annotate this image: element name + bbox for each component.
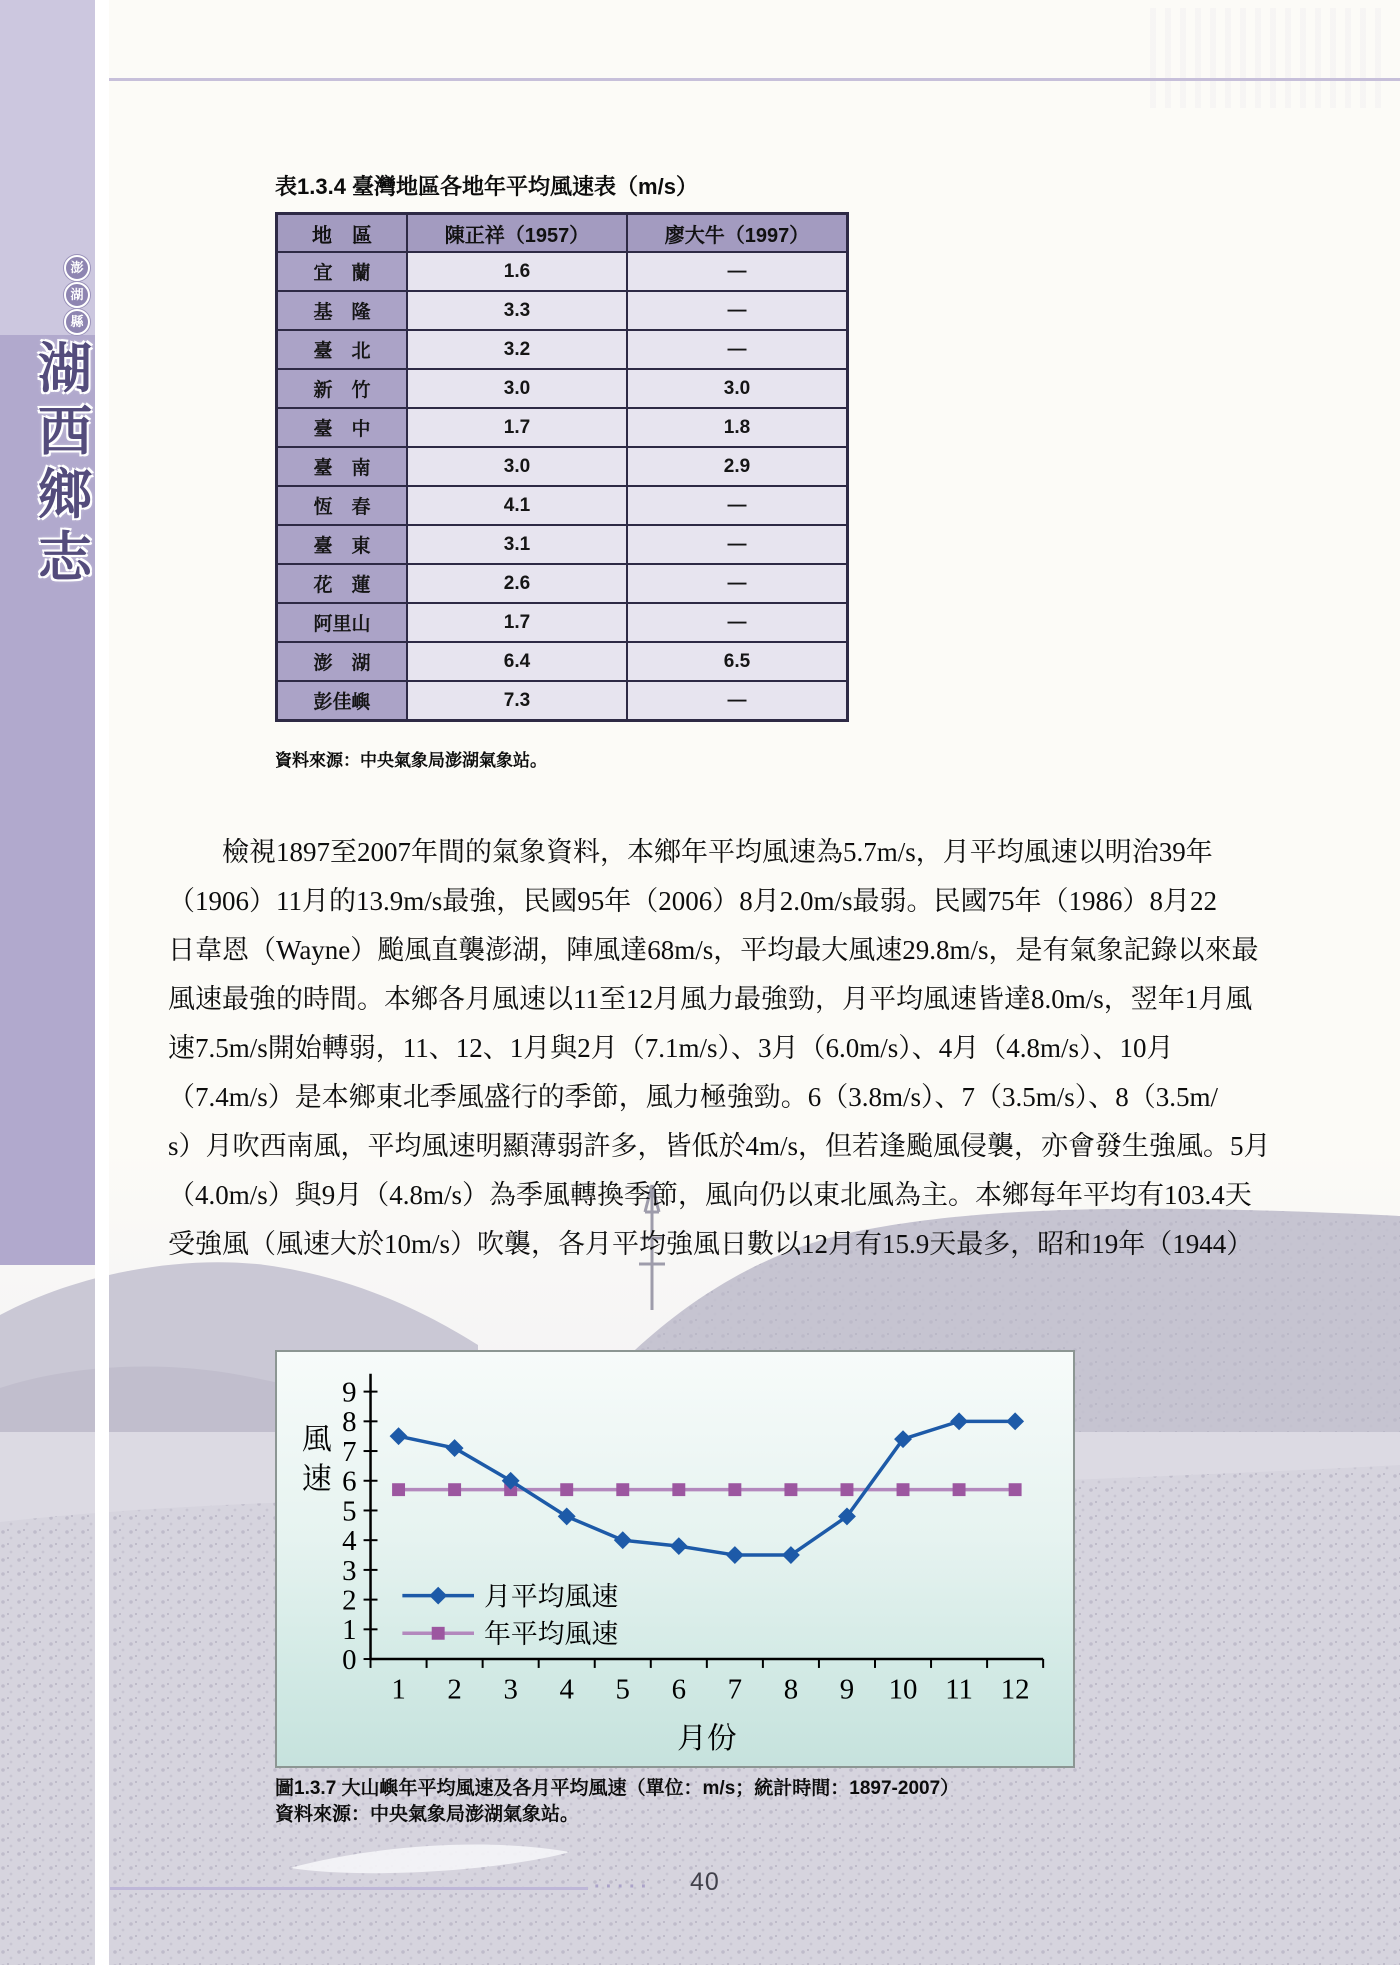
table-row — [277, 291, 848, 330]
paragraph-line: （7.4m/s）是本鄉東北季風盛行的季節，風力極強勁。6（3.8m/s）、7（3.5m/s）、8（3.5m/ — [168, 1082, 1219, 1112]
square-marker — [1009, 1483, 1022, 1496]
figure-caption-block — [275, 1776, 959, 1828]
value-cell: 6.4 — [407, 642, 627, 681]
seal-char: 澎 — [70, 260, 84, 275]
region-cell: 臺 中 — [277, 408, 408, 447]
value-cell: — — [627, 330, 848, 369]
y-axis-title: 風 — [301, 1423, 332, 1457]
region-cell: 宜 蘭 — [277, 252, 408, 291]
figure-source-note: 資料來源：中央氣象局澎湖氣象站。 — [275, 1804, 580, 1825]
x-tick-label: 1 — [391, 1673, 406, 1706]
paragraph-line: 速7.5m/s開始轉弱，11、12、1月與2月（7.1m/s）、3月（6.0m/s）、4月（4.8m/s）、10月 — [168, 1033, 1174, 1063]
diamond-marker — [446, 1439, 464, 1457]
y-tick-label: 9 — [342, 1376, 357, 1409]
region-cell: 恆 春 — [277, 486, 408, 525]
table-row — [277, 525, 848, 564]
value-cell: 3.3 — [407, 291, 627, 330]
value-cell: 1.7 — [407, 408, 627, 447]
diamond-marker — [950, 1412, 968, 1430]
value-cell: 3.0 — [407, 447, 627, 486]
column-header-chen-1957: 陳正祥（1957） — [407, 214, 627, 253]
square-marker — [841, 1483, 854, 1496]
column-header-liao-1997: 廖大牛（1997） — [627, 214, 848, 253]
seal-char: 縣 — [70, 314, 84, 329]
square-marker — [560, 1483, 573, 1496]
value-cell: 3.1 — [407, 525, 627, 564]
diamond-marker — [670, 1537, 688, 1555]
county-seal-char-3 — [64, 309, 90, 335]
square-marker — [953, 1483, 966, 1496]
value-cell: — — [627, 252, 848, 291]
region-cell: 臺 東 — [277, 525, 408, 564]
legend-label: 年平均風速 — [483, 1619, 619, 1650]
paragraph-line: s）月吹西南風，平均風速明顯薄弱許多，皆低於4m/s，但若逢颱風侵襲，亦會發生強風。5月 — [168, 1131, 1271, 1161]
table-row — [277, 603, 848, 642]
x-tick-label: 8 — [783, 1673, 799, 1706]
paragraph-line: 受強風（風速大於10m/s）吹襲，各月平均強風日數以12月有15.9天最多，昭和19年（1944） — [168, 1229, 1254, 1259]
legend-diamond-marker — [429, 1587, 447, 1605]
value-cell: 1.6 — [407, 252, 627, 291]
diamond-marker — [726, 1546, 744, 1564]
body-paragraph — [168, 828, 1278, 1269]
y-tick-label: 0 — [342, 1643, 357, 1676]
figure-caption: 圖1.3.7 大山嶼年平均風速及各月平均風速（單位：m/s；統計時間：1897-2007） — [275, 1778, 960, 1799]
value-cell: 3.0 — [627, 369, 848, 408]
y-tick-label: 6 — [342, 1465, 357, 1498]
table-header-row — [277, 214, 848, 253]
y-tick-label: 7 — [342, 1436, 357, 1468]
value-cell: 7.3 — [407, 681, 627, 721]
y-axis-title: 速 — [301, 1462, 332, 1496]
x-tick-label: 5 — [615, 1673, 630, 1706]
value-cell: 1.7 — [407, 603, 627, 642]
column-header-region: 地 區 — [277, 214, 408, 253]
value-cell: 4.1 — [407, 486, 627, 525]
x-tick-label: 11 — [945, 1673, 973, 1706]
x-tick-label: 4 — [559, 1673, 574, 1706]
table-row — [277, 681, 848, 721]
table-row — [277, 564, 848, 603]
value-cell: 6.5 — [627, 642, 848, 681]
value-cell: 3.0 — [407, 369, 627, 408]
value-cell: — — [627, 486, 848, 525]
region-cell: 臺 北 — [277, 330, 408, 369]
x-tick-label: 2 — [447, 1673, 462, 1706]
footer-rule — [110, 1887, 588, 1890]
region-cell: 新 竹 — [277, 369, 408, 408]
region-cell: 彭佳嶼 — [277, 681, 408, 721]
table-row — [277, 486, 848, 525]
wind-chart-panel — [275, 1350, 1075, 1768]
x-tick-label: 6 — [671, 1673, 687, 1706]
value-cell: — — [627, 603, 848, 642]
county-seal-char-1 — [64, 255, 90, 281]
value-cell: 2.6 — [407, 564, 627, 603]
region-cell: 花 蓮 — [277, 564, 408, 603]
square-marker — [897, 1483, 910, 1496]
table-row — [277, 330, 848, 369]
legend-square-marker — [432, 1627, 445, 1640]
book-title-calligraphy — [22, 338, 108, 590]
table-row — [277, 252, 848, 291]
paragraph-line: 檢視1897至2007年間的氣象資料，本鄉年平均風速為5.7m/s，月平均風速以明治39年 — [222, 837, 1213, 867]
value-cell: — — [627, 564, 848, 603]
watermark-pattern — [1150, 8, 1390, 108]
value-cell: — — [627, 291, 848, 330]
y-tick-label: 5 — [342, 1495, 357, 1528]
square-marker — [728, 1483, 741, 1496]
square-marker — [672, 1483, 685, 1496]
x-tick-label: 10 — [888, 1673, 918, 1706]
x-tick-label: 7 — [727, 1673, 743, 1706]
x-axis-title: 月份 — [677, 1722, 737, 1756]
y-tick-label: 2 — [342, 1584, 357, 1617]
square-marker — [784, 1483, 797, 1496]
table-row — [277, 642, 848, 681]
paragraph-line: （1906）11月的13.9m/s最強，民國95年（2006）8月2.0m/s最弱。民國75年（1986）8月22 — [168, 886, 1218, 916]
paragraph-line: 日韋恩（Wayne）颱風直襲澎湖，陣風達68m/s，平均最大風速29.8m/s，是有氣象記錄以來最 — [168, 935, 1259, 965]
x-tick-label: 9 — [839, 1673, 855, 1706]
y-tick-label: 8 — [342, 1406, 357, 1439]
table-row — [277, 447, 848, 486]
region-cell: 基 隆 — [277, 291, 408, 330]
square-marker — [392, 1483, 405, 1496]
page-number: 40 — [690, 1868, 720, 1896]
x-tick-label: 12 — [1000, 1673, 1030, 1706]
value-cell: — — [627, 525, 848, 564]
paragraph-line: 風速最強的時間。本鄉各月風速以11至12月風力最強勁，月平均風速皆達8.0m/s，翌年1月風 — [168, 984, 1253, 1014]
footer-dot-leader: ····· — [594, 1876, 653, 1898]
region-cell: 臺 南 — [277, 447, 408, 486]
wind-speed-table — [275, 212, 849, 722]
region-cell: 阿里山 — [277, 603, 408, 642]
table-row — [277, 369, 848, 408]
value-cell: — — [627, 681, 848, 721]
y-tick-label: 4 — [342, 1525, 357, 1558]
paragraph-line: （4.0m/s）與9月（4.8m/s）為季風轉換季節，風向仍以東北風為主。本鄉每年平均有103.4天 — [168, 1180, 1252, 1210]
table-row — [277, 408, 848, 447]
header-rule — [109, 78, 1400, 81]
y-tick-label: 1 — [342, 1614, 357, 1647]
square-marker — [616, 1483, 629, 1496]
diamond-marker — [558, 1507, 576, 1525]
diamond-marker — [390, 1427, 408, 1445]
calligraphy-char: 鄉 — [38, 465, 92, 525]
legend-label: 月平均風速 — [483, 1581, 619, 1612]
y-tick-label: 3 — [342, 1554, 357, 1587]
region-cell: 澎 湖 — [277, 642, 408, 681]
value-cell: 3.2 — [407, 330, 627, 369]
calligraphy-char: 湖 — [38, 339, 92, 399]
table-source-note: 資料來源：中央氣象局澎湖氣象站。 — [275, 751, 547, 770]
seal-char: 湖 — [70, 287, 84, 302]
square-marker — [448, 1483, 461, 1496]
sidebar-divider-strip — [95, 0, 109, 1965]
value-cell: 2.9 — [627, 447, 848, 486]
x-tick-label: 3 — [503, 1673, 518, 1706]
value-cell: 1.8 — [627, 408, 848, 447]
diamond-marker — [1006, 1412, 1024, 1430]
county-seal-char-2 — [64, 282, 90, 308]
diamond-marker — [614, 1531, 632, 1549]
calligraphy-char: 西 — [38, 402, 92, 462]
table-title: 表1.3.4 臺灣地區各地年平均風速表（m/s） — [275, 174, 698, 199]
wind-speed-chart — [277, 1352, 1073, 1766]
calligraphy-char: 志 — [38, 528, 92, 588]
